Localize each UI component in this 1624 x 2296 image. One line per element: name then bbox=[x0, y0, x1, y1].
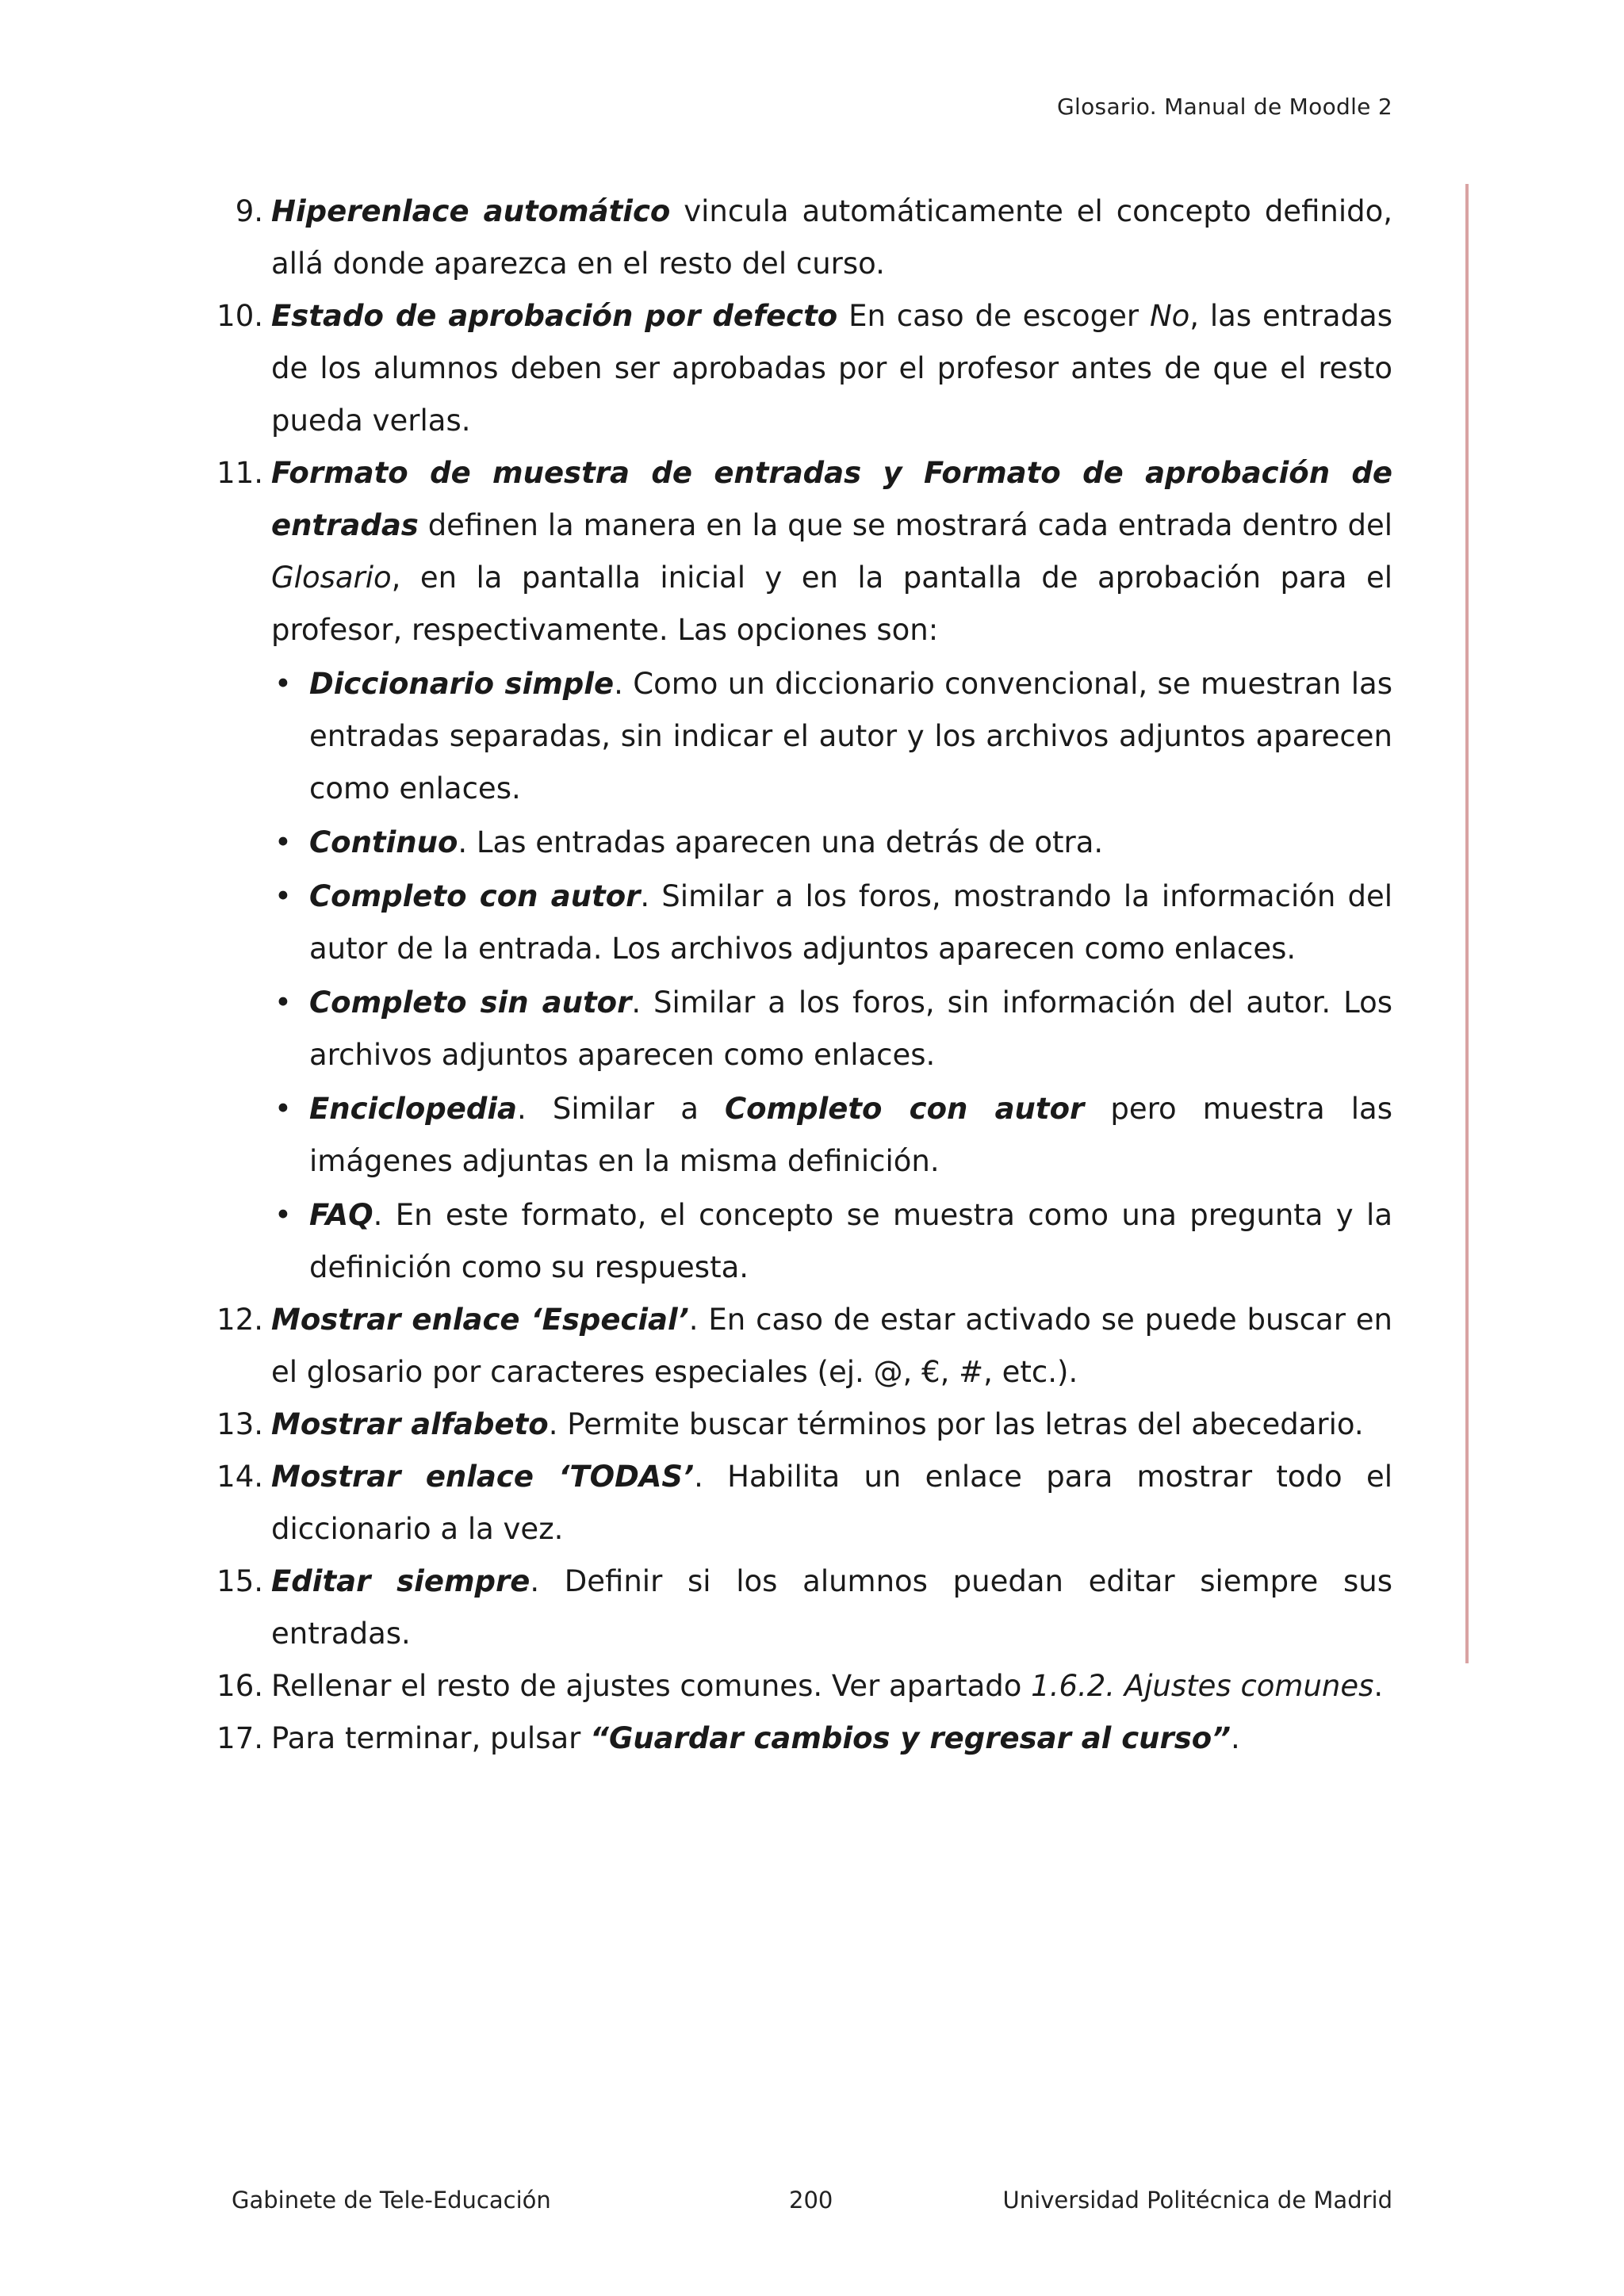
bullet-text: . Similar a los foros, sin información del autor. Los archivos adjuntos aparecen como enlaces. bbox=[309, 985, 1393, 1072]
bullet-term: Completo con autor bbox=[309, 879, 641, 913]
item-term: Mostrar alfabeto bbox=[271, 1407, 549, 1441]
bullet-item bbox=[271, 1083, 1392, 1188]
bullet-term: Enciclopedia bbox=[309, 1092, 517, 1126]
bullet-dot-icon: • bbox=[274, 879, 292, 913]
item-text: . Habilita un enlace para mostrar todo el diccionario a la vez. bbox=[271, 1460, 1392, 1546]
item-italic-word: Glosario bbox=[271, 561, 392, 595]
list-item-9 bbox=[216, 186, 1392, 290]
bullet-dot-icon: • bbox=[274, 985, 292, 1020]
item-number: 16. bbox=[216, 1669, 263, 1703]
page-content bbox=[216, 186, 1392, 1765]
list-item-15 bbox=[216, 1556, 1392, 1660]
footer-left: Gabinete de Tele-Educación bbox=[232, 2187, 551, 2214]
item-italic-word: No bbox=[1149, 299, 1190, 333]
list-item-13 bbox=[216, 1399, 1392, 1451]
item-text: definen la manera en la que se mostrará cada entrada dentro del bbox=[418, 508, 1392, 542]
list-item-12 bbox=[216, 1294, 1392, 1399]
format-options-list bbox=[271, 658, 1392, 1294]
bullet-term: Completo sin autor bbox=[309, 985, 632, 1020]
running-header: Glosario. Manual de Moodle 2 bbox=[1057, 94, 1392, 120]
item-number: 17. bbox=[216, 1721, 263, 1755]
bullet-item bbox=[271, 658, 1392, 815]
item-number: 12. bbox=[216, 1303, 263, 1337]
item-text: . Permite buscar términos por las letras del abecedario. bbox=[548, 1407, 1364, 1441]
list-item-17 bbox=[216, 1712, 1392, 1765]
item-number: 9. bbox=[235, 194, 263, 228]
item-number: 11. bbox=[216, 456, 263, 490]
list-item-14 bbox=[216, 1451, 1392, 1556]
bullet-text: . Como un diccionario convencional, se muestran las entradas separadas, sin indicar el autor y los archivos adjuntos aparecen como enlaces. bbox=[309, 667, 1392, 806]
item-term: Formato de muestra de entradas y Formato de aprobación de entradas bbox=[271, 456, 1392, 542]
bullet-term: Completo con autor bbox=[724, 1092, 1085, 1126]
bullet-dot-icon: • bbox=[274, 1092, 292, 1126]
bullet-item bbox=[271, 817, 1392, 869]
bullet-term: FAQ bbox=[309, 1198, 373, 1232]
item-term: “Guardar cambios y regresar al curso” bbox=[590, 1721, 1231, 1755]
footer-right: Universidad Politécnica de Madrid bbox=[1002, 2187, 1392, 2214]
item-term: Mostrar enlace ‘TODAS’ bbox=[271, 1460, 695, 1494]
item-text: . bbox=[1231, 1721, 1240, 1755]
list-item-11 bbox=[216, 447, 1392, 1294]
bullet-text: . Las entradas aparecen una detrás de otra. bbox=[458, 825, 1104, 859]
item-term: Estado de aprobación por defecto bbox=[271, 299, 838, 333]
item-term: Mostrar enlace ‘Especial’ bbox=[271, 1303, 689, 1337]
item-text: Rellenar el resto de ajustes comunes. Ver apartado bbox=[271, 1669, 1032, 1703]
bullet-dot-icon: • bbox=[274, 1198, 292, 1232]
list-item-10 bbox=[216, 290, 1392, 447]
bullet-text: pero muestra las imágenes adjuntas en la misma definición. bbox=[309, 1092, 1392, 1178]
bullet-item bbox=[271, 871, 1392, 975]
item-text: , en la pantalla inicial y en la pantalla de aprobación para el profesor, respectivamente. Las opciones son: bbox=[271, 561, 1392, 647]
bullet-term: Diccionario simple bbox=[309, 667, 615, 701]
bullet-text: . Similar a bbox=[516, 1092, 725, 1126]
item-term: Editar siempre bbox=[271, 1564, 530, 1598]
item-text: Para terminar, pulsar bbox=[271, 1721, 591, 1755]
item-text: En caso de escoger bbox=[837, 299, 1150, 333]
bullet-item bbox=[271, 977, 1392, 1081]
page-number: 200 bbox=[789, 2187, 833, 2214]
item-number: 10. bbox=[216, 299, 263, 333]
section-reference: 1.6.2. Ajustes comunes bbox=[1031, 1669, 1374, 1703]
item-text: vincula automáticamente el concepto definido, allá donde aparezca en el resto del curso. bbox=[271, 194, 1392, 281]
item-number: 13. bbox=[216, 1407, 263, 1441]
item-text: . bbox=[1373, 1669, 1384, 1703]
item-term: Hiperenlace automático bbox=[271, 194, 671, 228]
item-text: . En caso de estar activado se puede buscar en el glosario por caracteres especiales (ej. @, €, #, etc.). bbox=[271, 1303, 1393, 1389]
item-number: 14. bbox=[216, 1460, 263, 1494]
bullet-dot-icon: • bbox=[274, 825, 292, 859]
item-text: , las entradas de los alumnos deben ser aprobadas por el profesor antes de que el resto pueda verlas. bbox=[271, 299, 1393, 438]
list-item-16 bbox=[216, 1660, 1392, 1712]
bullet-dot-icon: • bbox=[274, 667, 292, 701]
margin-rule bbox=[1465, 184, 1469, 1663]
item-text: . Definir si los alumnos puedan editar siempre sus entradas. bbox=[271, 1564, 1392, 1651]
bullet-text: . En este formato, el concepto se muestra como una pregunta y la definición como su respuesta. bbox=[309, 1198, 1392, 1284]
bullet-item bbox=[271, 1189, 1392, 1294]
item-number: 15. bbox=[216, 1564, 263, 1598]
bullet-term: Continuo bbox=[309, 825, 458, 859]
bullet-text: . Similar a los foros, mostrando la información del autor de la entrada. Los archivos adjuntos aparecen como enlaces. bbox=[309, 879, 1392, 966]
